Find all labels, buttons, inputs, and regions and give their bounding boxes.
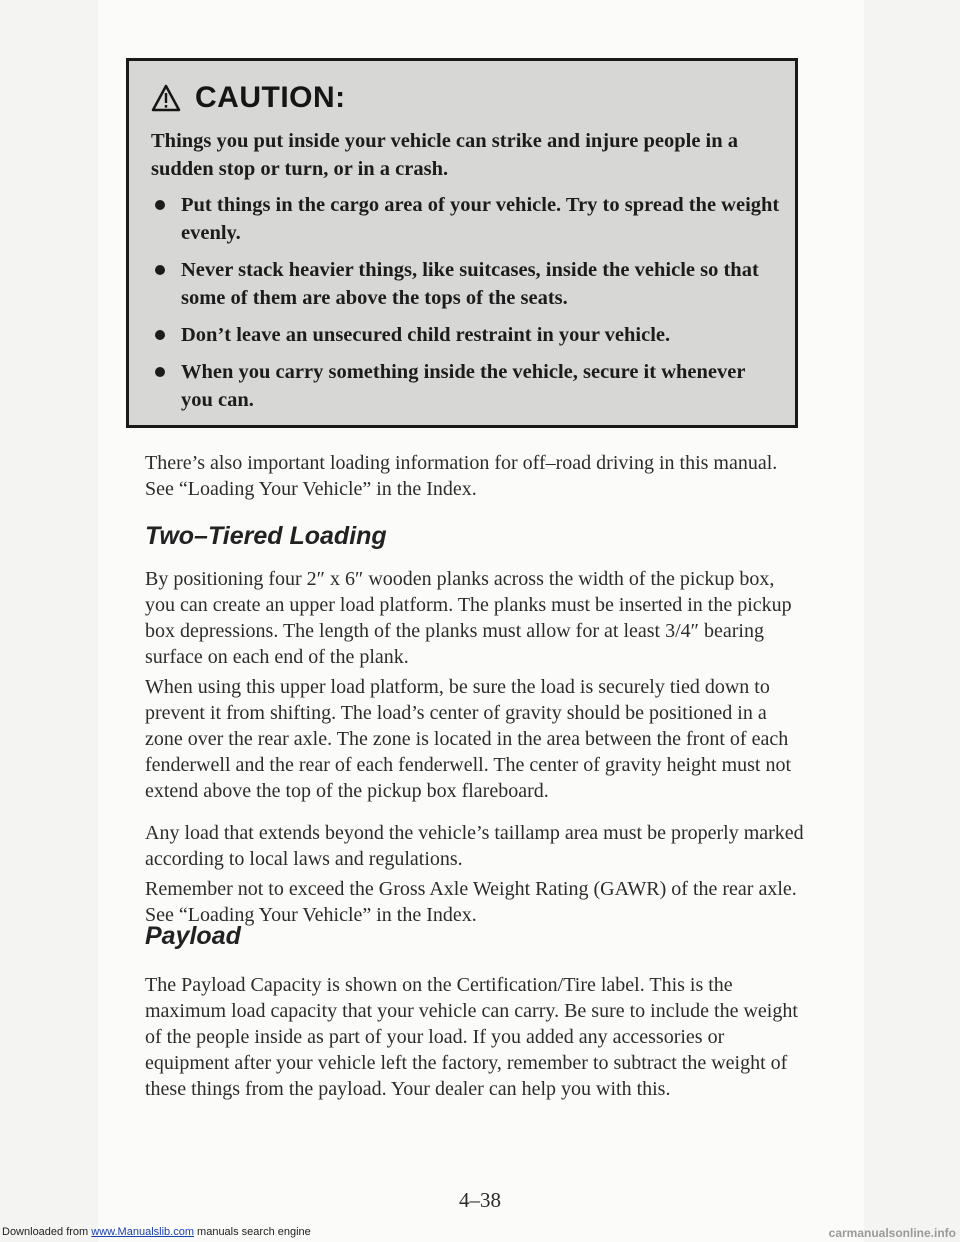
caution-item: [151, 321, 781, 349]
caution-heading-text: CAUTION:: [195, 81, 346, 114]
page-number: 4–38: [459, 1188, 501, 1212]
caution-item: [151, 256, 781, 312]
manualslib-link[interactable]: www.Manualslib.com: [91, 1226, 194, 1238]
caution-item-text: Don’t leave an unsecured child restraint in your vehicle.: [181, 324, 671, 346]
download-prefix: Downloaded from: [2, 1226, 92, 1238]
caution-box: [126, 58, 798, 428]
bullet-icon: [155, 330, 165, 340]
caution-heading: [151, 81, 346, 115]
footer-bar: [0, 1224, 960, 1242]
caution-item-text: When you carry something inside the vehicle, secure it whenever you can.: [181, 361, 746, 411]
caution-item-text: Never stack heavier things, like suitcases, inside the vehicle so that some of them are above the tops of the seats.: [181, 259, 759, 309]
caution-item-text: Put things in the cargo area of your vehicle. Try to spread the weight evenly.: [181, 194, 780, 244]
paragraph: The Payload Capacity is shown on the Certification/Tire label. This is the maximum load capacity that your vehicle can carry. Be sure to include the weight of the people inside as part of your load. If you added any accessories or equipment after your vehicle left the factory, remember to subtract the weight of these things from the payload. Your dealer can help you with this.: [145, 974, 798, 1100]
bullet-icon: [155, 265, 165, 275]
warning-triangle-icon: [151, 84, 181, 112]
caution-item: [151, 191, 781, 247]
caution-intro: Things you put inside your vehicle can strike and injure people in a sudden stop or turn, or in a crash.: [151, 130, 739, 180]
bullet-icon: [155, 367, 165, 377]
section-title-two-tiered-loading: Two–Tiered Loading: [145, 522, 387, 550]
paragraph: When using this upper load platform, be sure the load is securely tied down to prevent it from shifting. The load’s center of gravity should be positioned in a zone over the rear axle. The zone is located in the area between the front of each fenderwell and the rear of each fenderwell. The center of gravity height must not extend above the top of the pickup box flareboard.: [145, 676, 792, 802]
paragraph: Any load that extends beyond the vehicle’s taillamp area must be properly marked according to local laws and regulations.: [145, 822, 804, 870]
section-title-payload: Payload: [145, 922, 241, 950]
paragraph: By positioning four 2″ x 6″ wooden planks across the width of the pickup box, you can create an upper load platform. The planks must be inserted in the pickup box depressions. The length of the planks must allow for at least 3/4″ bearing surface on each end of the plank.: [145, 568, 792, 668]
bullet-icon: [155, 200, 165, 210]
paragraph: Remember not to exceed the Gross Axle Weight Rating (GAWR) of the rear axle. See “Loading Your Vehicle” in the Index.: [145, 878, 797, 926]
caution-list: [151, 191, 781, 423]
caution-item: [151, 358, 781, 414]
download-notice: [2, 1226, 311, 1238]
download-suffix: manuals search engine: [193, 1226, 311, 1238]
watermark: carmanualsonline.info: [828, 1226, 956, 1240]
intro-paragraph: There’s also important loading information for off–road driving in this manual. See “Loading Your Vehicle” in the Index.: [145, 452, 778, 500]
